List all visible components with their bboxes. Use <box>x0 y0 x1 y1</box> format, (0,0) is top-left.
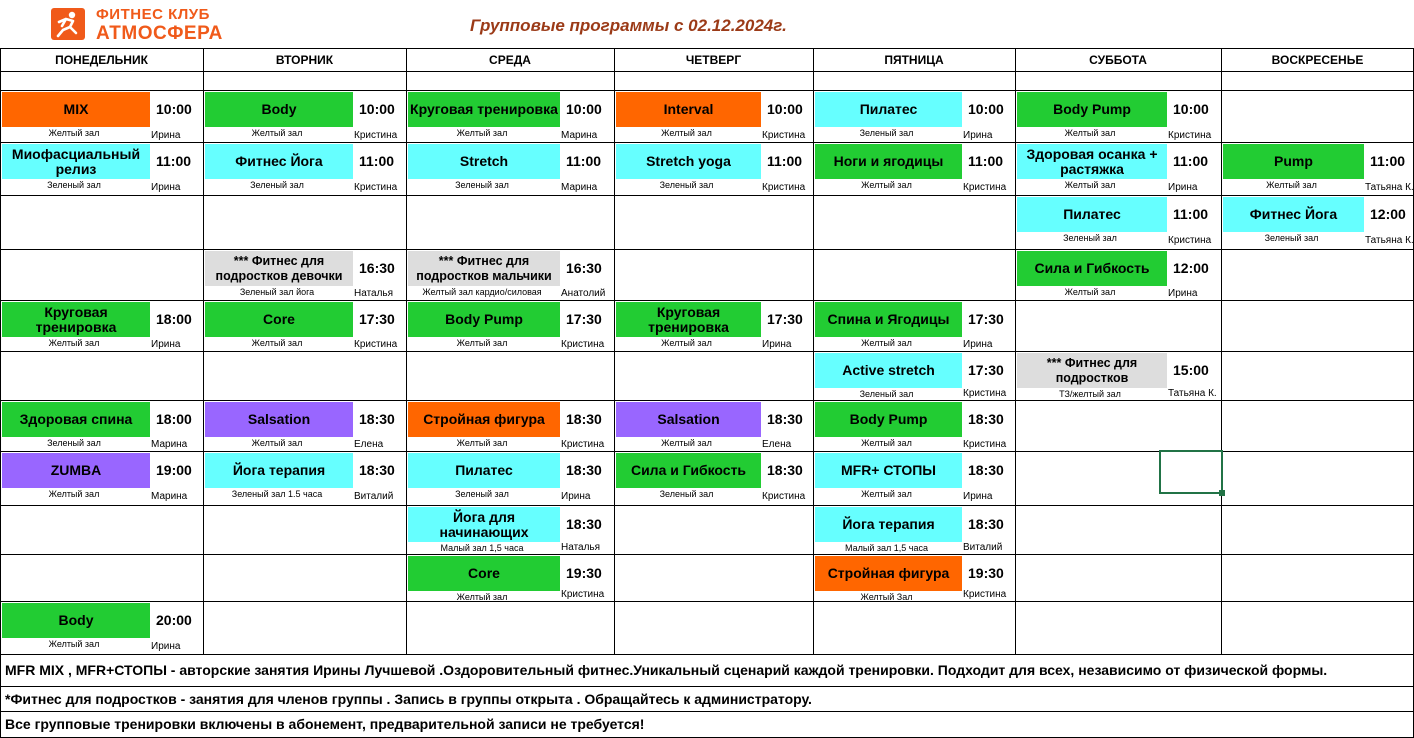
class-room: Желтый зал <box>456 592 508 602</box>
class-block[interactable]: Йога для начинающих <box>408 507 560 542</box>
class-trainer: Анатолий <box>561 288 606 299</box>
class-time: 11:00 <box>1173 206 1209 222</box>
class-time: 10:00 <box>359 101 395 117</box>
grid-row-line <box>0 142 1414 143</box>
class-time: 16:30 <box>566 260 602 276</box>
class-time: 18:00 <box>156 411 192 427</box>
class-room: ТЗ/желтый зал <box>1059 389 1121 399</box>
class-time: 11:00 <box>767 153 803 169</box>
class-trainer: Татьяна К. <box>1365 235 1414 246</box>
class-block[interactable]: Salsation <box>616 402 761 437</box>
class-trainer: Кристина <box>963 182 1007 193</box>
class-block[interactable]: Йога терапия <box>815 507 962 542</box>
class-trainer: Ирина <box>1168 288 1198 299</box>
class-time: 17:30 <box>566 311 602 327</box>
class-block[interactable]: Фитнес Йога <box>205 144 353 179</box>
class-time: 11:00 <box>566 153 602 169</box>
class-trainer: Ирина <box>151 339 181 350</box>
class-room: Желтый зал <box>661 128 712 138</box>
class-block[interactable]: Пилатес <box>1017 197 1167 232</box>
fill-handle[interactable] <box>1219 490 1225 496</box>
class-block[interactable]: Здоровая спина <box>2 402 150 437</box>
class-time: 18:30 <box>968 516 1004 532</box>
grid-row-line <box>0 711 1414 712</box>
class-block[interactable]: Йога терапия <box>205 453 353 488</box>
class-trainer: Татьяна К. <box>1168 388 1217 399</box>
class-time: 17:30 <box>359 311 395 327</box>
class-trainer: Елена <box>762 439 792 450</box>
class-room: Желтый зал <box>456 338 508 348</box>
class-room: Малый зал 1,5 часа <box>845 543 928 553</box>
class-time: 19:30 <box>566 565 602 581</box>
class-room: Зеленый зал 1.5 часа <box>231 489 323 499</box>
class-trainer: Ирина <box>762 339 792 350</box>
class-trainer: Ирина <box>151 641 181 652</box>
class-time: 16:30 <box>359 260 395 276</box>
class-room: Желтый зал <box>48 128 100 138</box>
class-room: Желтый зал <box>861 338 912 348</box>
grid-column-line <box>614 48 615 654</box>
class-trainer: Марина <box>561 130 598 141</box>
class-block[interactable]: *** Фитнес для подростков мальчики <box>408 251 560 286</box>
class-time: 10:00 <box>767 101 803 117</box>
class-block[interactable]: Здоровая осанка + растяжка <box>1017 144 1167 179</box>
grid-column-line <box>1015 48 1016 654</box>
day-header: ЧЕТВЕРГ <box>685 53 742 67</box>
class-time: 20:00 <box>156 612 192 628</box>
class-time: 18:30 <box>359 462 395 478</box>
class-block[interactable]: Body <box>2 603 150 638</box>
class-time: 15:00 <box>1173 362 1209 378</box>
class-time: 18:30 <box>359 411 395 427</box>
class-block[interactable]: Stretch <box>408 144 560 179</box>
grid-row-line <box>0 554 1414 555</box>
class-time: 18:00 <box>156 311 192 327</box>
class-room: Зеленый зал <box>250 180 304 190</box>
grid-row-line <box>0 654 1414 655</box>
class-block[interactable]: Stretch yoga <box>616 144 761 179</box>
class-block[interactable]: Миофасциальный релиз <box>2 144 150 179</box>
class-time: 17:30 <box>968 311 1004 327</box>
class-room: Желтый зал <box>1064 287 1116 297</box>
class-room: Желтый зал <box>456 438 508 448</box>
class-time: 12:00 <box>1370 206 1406 222</box>
class-room: Желтый зал <box>251 128 303 138</box>
class-room: Желтый зал <box>48 489 100 499</box>
class-room: Желтый Зал <box>860 592 913 602</box>
class-trainer: Кристина <box>963 388 1007 399</box>
class-trainer: Ирина <box>963 491 993 502</box>
class-block[interactable]: Core <box>408 556 560 591</box>
day-header: ВОСКРЕСЕНЬЕ <box>1271 53 1364 67</box>
class-trainer: Ирина <box>151 130 181 141</box>
class-trainer: Кристина <box>561 339 605 350</box>
class-block[interactable]: Active stretch <box>815 353 962 388</box>
grid-column-line <box>1221 48 1222 654</box>
class-time: 11:00 <box>1370 153 1406 169</box>
grid-column-line <box>203 48 204 654</box>
class-block[interactable]: Фитнес Йога <box>1223 197 1364 232</box>
class-block[interactable]: Body Pump <box>815 402 962 437</box>
class-time: 12:00 <box>1173 260 1209 276</box>
day-header: ВТОРНИК <box>275 53 334 67</box>
schedule-title: Групповые программы с 02.12.2024г. <box>470 16 787 35</box>
class-time: 18:30 <box>566 411 602 427</box>
class-time: 10:00 <box>968 101 1004 117</box>
class-room: Зеленый зал <box>859 128 914 138</box>
class-room: Желтый зал <box>1064 180 1116 190</box>
class-trainer: Ирина <box>963 130 993 141</box>
class-block[interactable]: Стройная фигура <box>815 556 962 591</box>
class-trainer: Кристина <box>762 182 806 193</box>
class-block[interactable]: *** Фитнес для подростков девочки <box>205 251 353 286</box>
class-trainer: Кристина <box>762 491 806 502</box>
class-time: 18:30 <box>566 462 602 478</box>
class-trainer: Кристина <box>354 339 398 350</box>
class-room: Желтый зал <box>661 438 712 448</box>
grid-column-line <box>813 48 814 654</box>
class-room: Зеленый зал <box>859 389 914 399</box>
class-room: Желтый зал <box>48 338 100 348</box>
class-trainer: Кристина <box>963 439 1007 450</box>
class-block[interactable]: Сила и Гибкость <box>616 453 761 488</box>
class-block[interactable]: MFR+ СТОПЫ <box>815 453 962 488</box>
class-trainer: Ирина <box>963 339 993 350</box>
footer-note: *Фитнес для подростков - занятия для членов группы . Запись в группы открыта . Обращайтесь к администратору. <box>5 691 812 707</box>
class-block[interactable]: Спина и Ягодицы <box>815 302 962 337</box>
grid-row-line <box>0 195 1414 196</box>
class-room: Желтый зал <box>251 338 303 348</box>
class-time: 11:00 <box>1173 153 1209 169</box>
class-block[interactable]: Круговая тренировка <box>408 92 560 127</box>
class-trainer: Марина <box>151 439 188 450</box>
class-block[interactable]: Body Pump <box>1017 92 1167 127</box>
class-block[interactable]: Interval <box>616 92 761 127</box>
class-trainer: Татьяна К. <box>1365 182 1414 193</box>
class-room: Желтый зал <box>48 639 100 649</box>
class-trainer: Виталий <box>354 491 394 502</box>
class-block[interactable]: Body <box>205 92 353 127</box>
class-room: Желтый зал <box>1064 128 1116 138</box>
class-block[interactable]: Salsation <box>205 402 353 437</box>
grid-row-line <box>0 351 1414 352</box>
class-room: Желтый зал <box>861 489 912 499</box>
class-time: 18:30 <box>767 462 803 478</box>
day-header: ПОНЕДЕЛЬНИК <box>55 53 148 67</box>
class-block[interactable]: Body Pump <box>408 302 560 337</box>
class-trainer: Елена <box>354 439 384 450</box>
class-block[interactable]: Core <box>205 302 353 337</box>
logo-text-bottom: АТМОСФЕРА <box>96 23 223 44</box>
class-block[interactable]: ZUMBA <box>2 453 150 488</box>
logo-text-top: ФИТНЕС КЛУБ <box>96 6 210 23</box>
grid-row-line <box>0 300 1414 301</box>
class-trainer: Кристина <box>561 439 605 450</box>
class-trainer: Кристина <box>963 589 1007 600</box>
class-block[interactable]: Сила и Гибкость <box>1017 251 1167 286</box>
class-time: 19:00 <box>156 462 192 478</box>
grid-row-line <box>0 686 1414 687</box>
class-room: Зеленый зал <box>659 489 714 499</box>
class-time: 18:30 <box>968 462 1004 478</box>
class-room: Зеленый зал <box>1264 233 1319 243</box>
class-block[interactable]: Пилатес <box>408 453 560 488</box>
class-block[interactable]: *** Фитнес для подростков <box>1017 353 1167 388</box>
footer-note: MFR MIX , MFR+СТОПЫ - авторские занятия Ирины Лучшевой .Оздоровительный фитнес.Уникальный сценарий каждой тренировки. Подходит для всех, независимо от физической формы. <box>5 662 1328 678</box>
class-room: Малый зал 1,5 часа <box>440 543 524 553</box>
grid-row-line <box>0 71 1414 72</box>
class-block[interactable]: Стройная фигура <box>408 402 560 437</box>
class-block[interactable]: Круговая тренировка <box>2 302 150 337</box>
class-trainer: Марина <box>151 491 188 502</box>
grid-column-line <box>0 48 1 738</box>
class-block[interactable]: Pump <box>1223 144 1364 179</box>
class-time: 17:30 <box>968 362 1004 378</box>
class-room: Зеленый зал <box>455 489 509 499</box>
grid-column-line <box>406 48 407 654</box>
class-trainer: Кристина <box>1168 130 1212 141</box>
class-room: Зеленый зал <box>47 180 101 190</box>
class-trainer: Кристина <box>561 589 605 600</box>
class-room: Зеленый зал <box>47 438 101 448</box>
class-trainer: Кристина <box>1168 235 1212 246</box>
class-room: Желтый зал <box>861 180 912 190</box>
class-time: 18:30 <box>767 411 803 427</box>
class-room: Желтый зал <box>456 128 508 138</box>
class-time: 11:00 <box>968 153 1004 169</box>
class-block[interactable]: MIX <box>2 92 150 127</box>
class-room: Желтый зал <box>661 338 712 348</box>
class-trainer: Ирина <box>1168 182 1198 193</box>
footer-note: Все групповые тренировки включены в абонемент, предварительной записи не требуется! <box>5 716 645 732</box>
class-trainer: Кристина <box>354 130 398 141</box>
class-room: Желтый зал кардио/силовая <box>422 287 542 297</box>
grid-row-line <box>0 90 1414 91</box>
class-time: 18:30 <box>566 516 602 532</box>
class-time: 11:00 <box>359 153 395 169</box>
class-room: Желтый зал <box>1266 180 1317 190</box>
grid-row-line <box>0 505 1414 506</box>
class-block[interactable]: Круговая тренировка <box>616 302 761 337</box>
class-room: Зеленый зал йога <box>239 287 315 297</box>
day-header: ПЯТНИЦА <box>884 53 944 67</box>
grid-row-line <box>0 249 1414 250</box>
class-trainer: Наталья <box>561 542 601 553</box>
class-trainer: Кристина <box>354 182 398 193</box>
selected-cell[interactable] <box>1159 450 1223 494</box>
class-time: 10:00 <box>566 101 602 117</box>
class-room: Зеленый зал <box>659 180 714 190</box>
class-time: 18:30 <box>968 411 1004 427</box>
day-header: СУББОТА <box>1089 53 1147 67</box>
class-time: 19:30 <box>968 565 1004 581</box>
class-block[interactable]: Ноги и ягодицы <box>815 144 962 179</box>
class-trainer: Виталий <box>963 542 1003 553</box>
class-time: 10:00 <box>1173 101 1209 117</box>
grid-row-line <box>0 400 1414 401</box>
grid-row-line <box>0 601 1414 602</box>
class-trainer: Марина <box>561 182 598 193</box>
day-header: СРЕДА <box>489 53 531 67</box>
class-room: Желтый зал <box>251 438 303 448</box>
class-room: Зеленый зал <box>1063 233 1117 243</box>
class-room: Желтый зал <box>861 438 912 448</box>
class-room: Зеленый зал <box>455 180 509 190</box>
class-block[interactable]: Пилатес <box>815 92 962 127</box>
class-trainer: Наталья <box>354 288 394 299</box>
class-time: 11:00 <box>156 153 192 169</box>
class-trainer: Ирина <box>151 182 181 193</box>
class-time: 17:30 <box>767 311 803 327</box>
class-time: 10:00 <box>156 101 192 117</box>
class-trainer: Ирина <box>561 491 591 502</box>
class-trainer: Кристина <box>762 130 806 141</box>
